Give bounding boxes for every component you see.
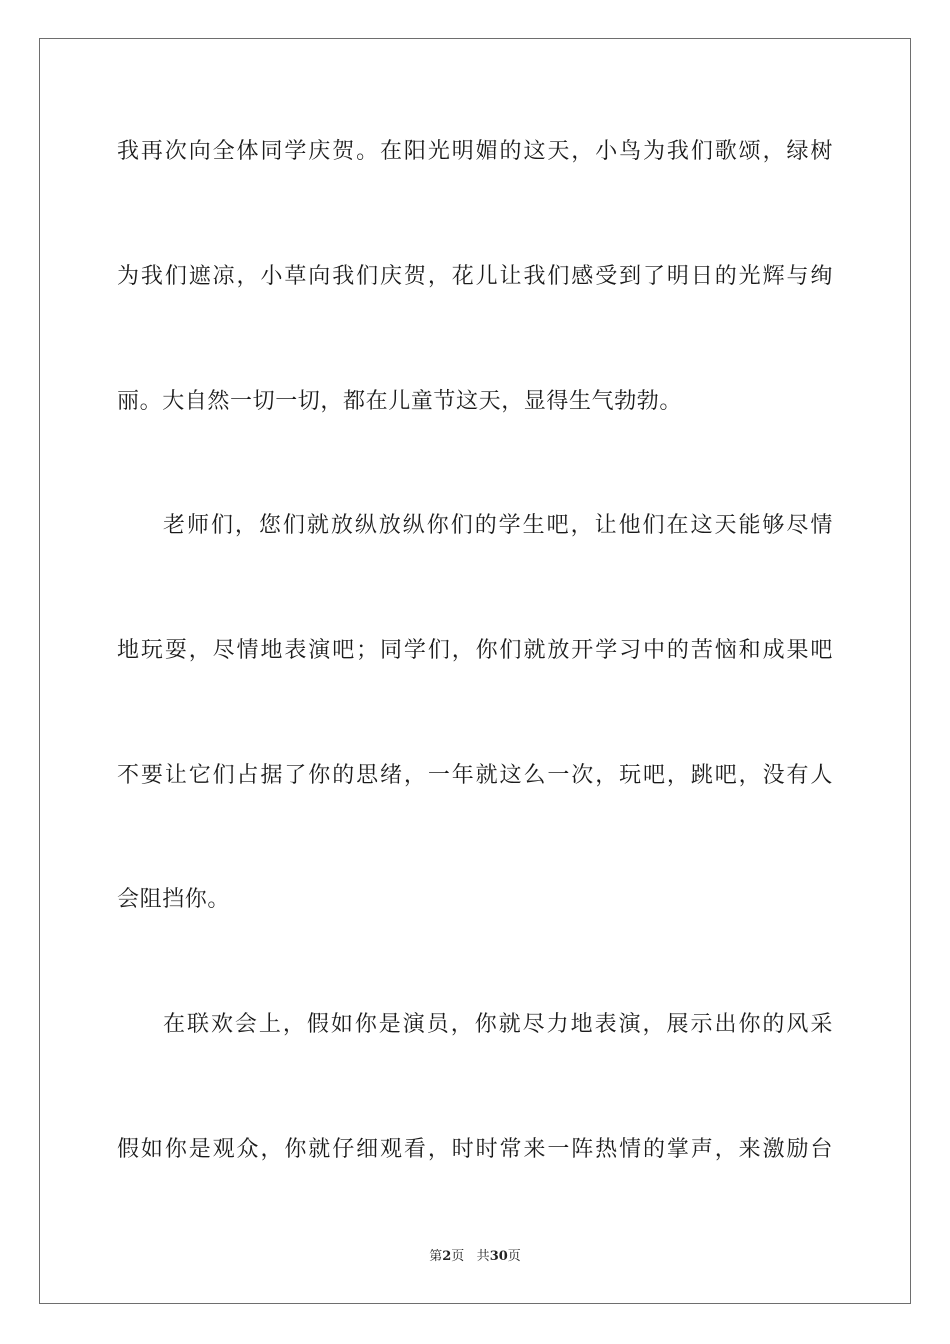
paragraph-line-9: 假如你是观众，你就仔细观看，时时常来一阵热情的掌声，来激励台	[117, 1137, 833, 1162]
paragraph-line-4: 老师们，您们就放纵放纵你们的学生吧，让他们在这天能够尽情	[163, 513, 833, 538]
paragraph-line-5: 地玩耍，尽情地表演吧；同学们，你们就放开学习中的苦恼和成果吧	[117, 638, 833, 663]
paragraph-line-3: 丽。大自然一切一切，都在儿童节这天，显得生气勃勃。	[117, 389, 683, 414]
paragraph-line-1: 我再次向全体同学庆贺。在阳光明媚的这天，小鸟为我们歌颂，绿树	[117, 139, 833, 164]
paragraph-line-6: 不要让它们占据了你的思绪，一年就这么一次，玩吧，跳吧，没有人	[117, 763, 833, 788]
footer-page-suffix: 页	[451, 1249, 465, 1264]
page-border	[39, 38, 911, 1304]
footer-page-number: 2	[442, 1249, 452, 1264]
paragraph-line-2: 为我们遮凉，小草向我们庆贺，花儿让我们感受到了明日的光辉与绚	[117, 264, 833, 289]
paragraph-line-8: 在联欢会上，假如你是演员，你就尽力地表演，展示出你的风采	[163, 1012, 833, 1037]
footer-total-prefix: 共	[476, 1249, 490, 1264]
footer-total-suffix: 页	[507, 1249, 521, 1264]
page-footer	[0, 1248, 950, 1266]
footer-prefix: 第	[429, 1249, 443, 1264]
footer-total-pages: 30	[489, 1249, 508, 1264]
paragraph-line-7: 会阻挡你。	[117, 887, 231, 912]
